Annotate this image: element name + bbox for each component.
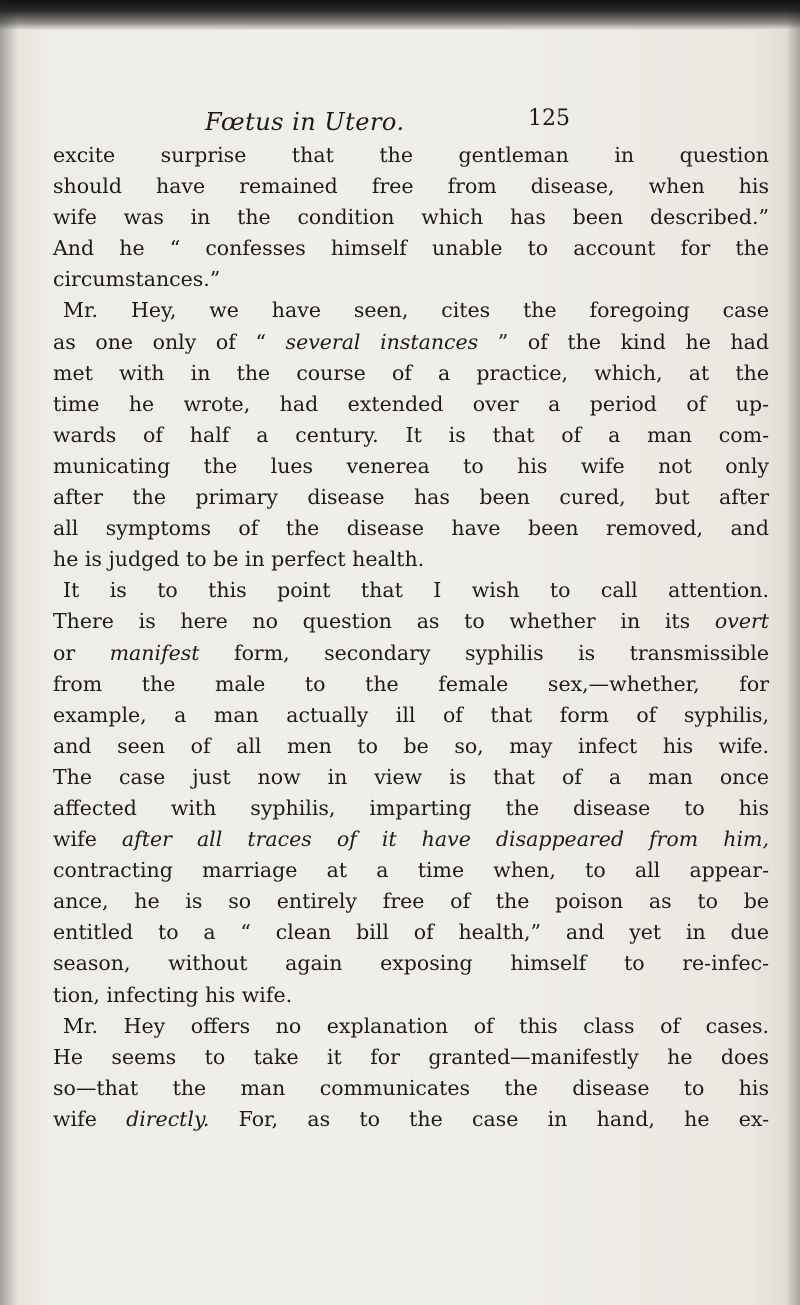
text-line: time he wrote, had extended over a period of up- xyxy=(53,391,769,416)
text-line: affected with syphilis, imparting the disease to his xyxy=(53,795,769,820)
text-line: season, without again exposing himself to re-infec- xyxy=(53,951,769,976)
text-line: he is judged to be in perfect health. xyxy=(53,547,425,572)
text-line xyxy=(53,606,769,637)
text-line: The case just now in view is that of a man once xyxy=(53,764,769,789)
text-line: municating the lues venerea to his wife not only xyxy=(53,453,769,478)
text-line: contracting marriage at a time when, to all appear- xyxy=(53,858,769,883)
text-line xyxy=(53,1104,769,1135)
text-line: tion, infecting his wife. xyxy=(53,982,293,1007)
text-line: circumstances.” xyxy=(53,267,221,292)
italic-text: several instances xyxy=(285,329,479,354)
text-segment: or xyxy=(53,640,110,665)
text-line: And he “ confesses himself unable to account for the xyxy=(53,236,769,261)
text-line: wards of half a century. It is that of a man com- xyxy=(53,422,769,447)
italic-text: overt xyxy=(714,609,769,634)
text-segment: There is here no question as to whether in its xyxy=(53,609,715,634)
text-segment: as one only of “ xyxy=(53,329,286,354)
text-line xyxy=(53,638,769,669)
text-line: Mr. Hey, we have seen, cites the foregoing case xyxy=(63,298,769,323)
text-segment: form, secondary syphilis is transmissible xyxy=(199,640,769,665)
page-top-edge xyxy=(0,0,800,30)
text-line: ance, he is so entirely free of the poison as to be xyxy=(53,889,769,914)
page-gutter-shadow xyxy=(0,0,18,1305)
text-line: excite surprise that the gentleman in question xyxy=(53,143,769,167)
italic-text: directly. xyxy=(126,1106,210,1131)
text-line xyxy=(53,824,769,855)
running-head: Fœtus in Utero. xyxy=(205,108,405,136)
text-line: all symptoms of the disease have been removed, and xyxy=(53,516,769,541)
page-number: 125 xyxy=(528,106,570,131)
text-line: wife was in the condition which has been described.” xyxy=(53,205,769,230)
italic-text: after all traces of it have disappeared from him, xyxy=(121,827,769,852)
text-line: from the male to the female sex,—whether, for xyxy=(53,671,769,696)
page-right-edge xyxy=(786,0,800,1305)
italic-text: manifest xyxy=(109,640,200,665)
text-segment: For, as to the case in hand, he ex- xyxy=(209,1106,769,1131)
text-segment: wife xyxy=(53,827,122,852)
text-segment: wife xyxy=(53,1106,127,1131)
text-line: entitled to a “ clean bill of health,” and yet in due xyxy=(53,920,769,945)
text-line: and seen of all men to be so, may infect his wife. xyxy=(53,733,769,758)
text-line: example, a man actually ill of that form of syphilis, xyxy=(53,702,769,727)
text-line: Mr. Hey offers no explanation of this class of cases. xyxy=(63,1013,769,1038)
text-line: It is to this point that I wish to call attention. xyxy=(63,578,769,603)
text-line xyxy=(53,327,769,358)
text-line: should have remained free from disease, when his xyxy=(53,174,769,199)
body-text xyxy=(53,140,769,1135)
text-line: after the primary disease has been cured, but after xyxy=(53,485,769,510)
text-line: met with in the course of a practice, which, at the xyxy=(53,360,769,385)
text-line: so—that the man communicates the disease to his xyxy=(53,1075,769,1100)
text-line: He seems to take it for granted—manifestly he does xyxy=(53,1044,769,1069)
text-segment: ” of the kind he had xyxy=(478,329,769,354)
